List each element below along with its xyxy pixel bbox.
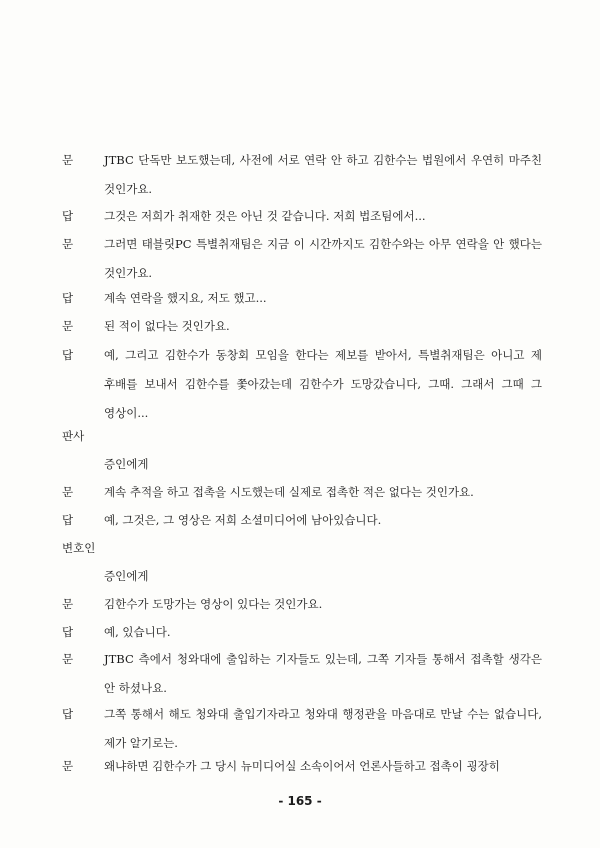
- section-label-judge: 판사: [62, 429, 85, 443]
- entry-text: 김한수가 도망가는 영상이 있다는 것인가요.: [104, 597, 323, 611]
- entry-text: 그러면 태블릿PC 특별취재팀은 지금 이 시간까지도 김한수와는 아무 연락을 안 했다는 것인가요.: [104, 237, 542, 280]
- speaker-label: 답: [62, 348, 74, 362]
- entry-text: 계속 연락을 했지요, 저도 했고...: [104, 291, 267, 305]
- speaker-label: 답: [62, 513, 74, 527]
- speaker-label: 답: [62, 291, 74, 305]
- speaker-label: 문: [62, 597, 74, 611]
- speaker-label: 문: [62, 485, 74, 499]
- addressee-label: 증인에게: [104, 569, 149, 583]
- speaker-label: 답: [62, 625, 74, 639]
- speaker-label: 답: [62, 707, 74, 721]
- entry-text: 예, 있습니다.: [104, 625, 171, 639]
- speaker-label: 문: [62, 237, 74, 251]
- entry-text: 그것은 저희가 취재한 것은 아닌 것 같습니다. 저희 법조팀에서...: [104, 209, 426, 223]
- entry-text: 된 적이 없다는 것인가요.: [104, 319, 230, 333]
- entry-text: JTBC 측에서 청와대에 출입하는 기자들도 있는데, 그쪽 기자들 통해서 접촉할 생각은 안 하셨나요.: [104, 652, 542, 695]
- entry-text: 그쪽 통해서 해도 청와대 출입기자라고 청와대 행정관을 마음대로 만날 수는 없습니다, 제가 알기로는.: [104, 707, 542, 750]
- entry-text: 왜냐하면 김한수가 그 당시 뉴미디어실 소속이어서 언론사들하고 접촉이 굉장히: [104, 759, 500, 773]
- entry-text: 예, 그리고 김한수가 동창회 모임을 한다는 제보를 받아서, 특별취재팀은 아니고 제 후배를 보내서 김한수를 쫓아갔는데 김한수가 도망갔습니다, 그때. 그래서 그때 그 영상이...: [104, 348, 542, 420]
- speaker-label: 문: [62, 652, 74, 666]
- page-number: - 165 -: [278, 794, 322, 808]
- entry-text: 계속 추적을 하고 접촉을 시도했는데 실제로 접촉한 적은 없다는 것인가요.: [104, 485, 474, 499]
- speaker-label: 답: [62, 209, 74, 223]
- speaker-label: 문: [62, 153, 74, 167]
- speaker-label: 문: [62, 319, 74, 333]
- speaker-label: 문: [62, 759, 74, 773]
- addressee-label: 증인에게: [104, 457, 149, 471]
- section-label-defense: 변호인: [62, 541, 96, 555]
- entry-text: JTBC 단독만 보도했는데, 사전에 서로 연락 안 하고 김한수는 법원에서 우연히 마주친 것인가요.: [104, 153, 542, 196]
- entry-text: 예, 그것은, 그 영상은 저희 소셜미디어에 남아있습니다.: [104, 513, 382, 527]
